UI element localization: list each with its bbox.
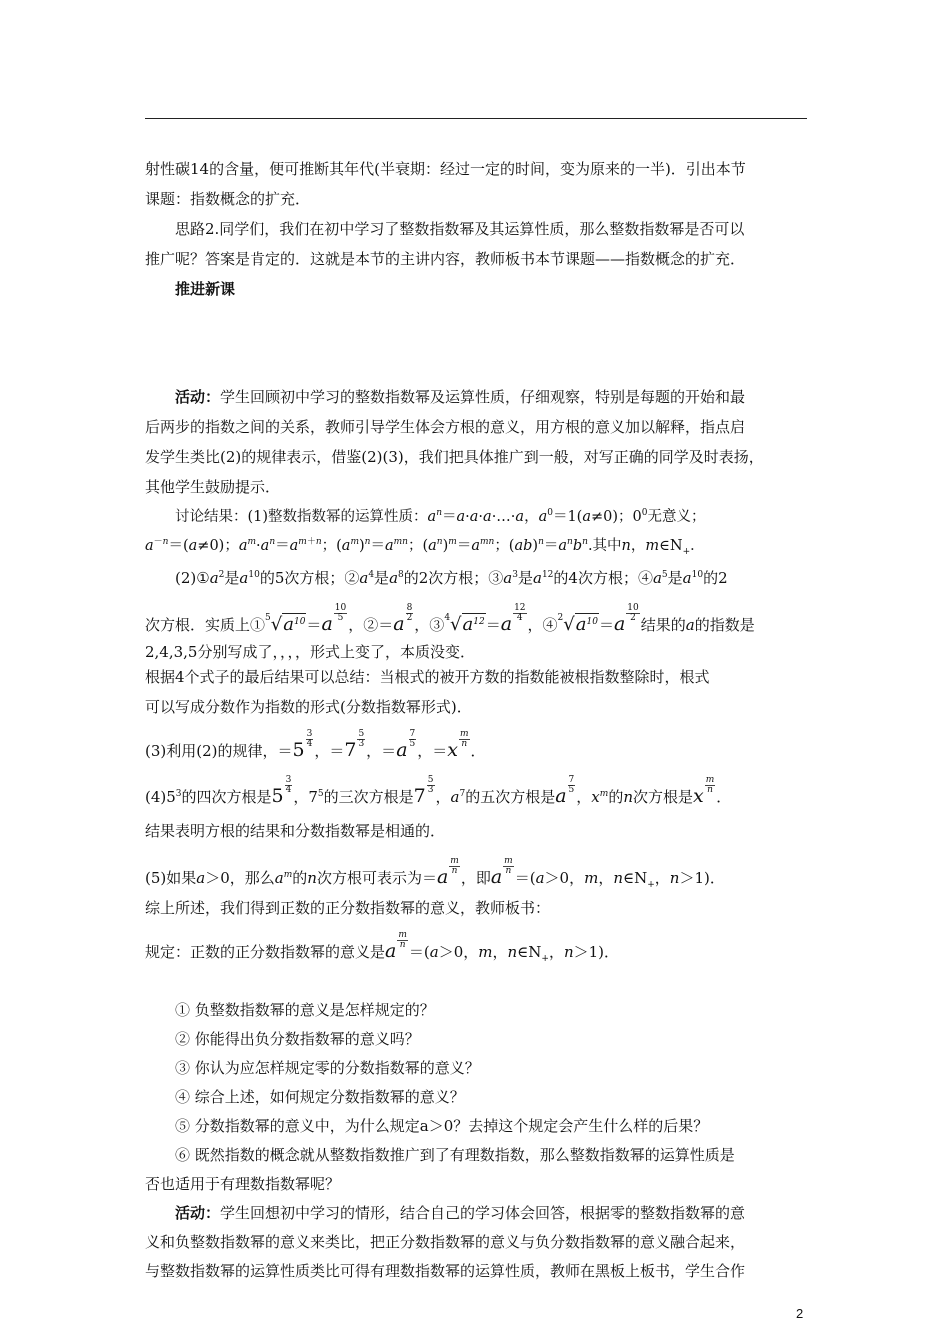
question-4: ④ 综合上述，如何规定分数指数幂的意义？: [175, 1088, 465, 1106]
question-5: ⑤ 分数指数幂的意义中，为什么规定a＞0？去掉这个规定会产生什么样的后果？: [175, 1117, 709, 1135]
section-heading: 推进新课: [175, 280, 236, 298]
item-3: (3)利用(2)的规律，＝5 $\frac{3}{4}$ ，＝7 $\frac{5}{3}$ ，＝a $\frac{7}{5}$ ，＝x $\frac{m}{n}$ ．: [145, 729, 486, 761]
para-line: 否也适用于有理数指数幂呢？: [145, 1175, 341, 1193]
page-number: 2: [796, 1306, 804, 1321]
question-3: ③ 你认为应怎样规定零的分数指数幂的意义？: [175, 1059, 480, 1077]
para-line: 发学生类比(2)的规律表示，借鉴(2)(3)，我们把具体推广到一般，对写正确的同学及时表扬，: [145, 448, 764, 466]
item-4: $(4)5^3$的四次方根是5 $\frac{3}{4}$ ，$7^5$的三次方根是7 $\frac{5}{3}$ ，$a^7$的五次方根是a $\frac{7}{5}$ ，$x^m$的n次方根是x $\frac{m}{n}$ ．: [145, 775, 732, 807]
question-6: ⑥ 既然指数的概念就从整数指数推广到了有理数指数，那么整数指数幂的运算性质是: [175, 1146, 735, 1164]
exponent-rules: $a^{-n}=(a\ne 0)$；$a^m\cdot a^n=a^{m+n}$；$(a^m)^n=a^{mn}$；$(a^n)^m=a^{mn}$；$(ab)^n=a^nb^n$.其中n，$m\in N_+$．: [145, 537, 705, 557]
para-line: 结果表明方根的结果和分数指数幂是相通的．: [145, 822, 446, 840]
activity-1: 活动：学生回顾初中学习的整数指数幂及运算性质，仔细观察，特别是每题的开始和最: [175, 388, 746, 406]
radical-line: 次方根．实质上$①^5√a^{10}=a$ $\frac{10}{5}$ ，②＝a $\frac{8}{2}$ ，$③^4√a^{12}=a$ $\frac{12}{4}$ ，$④^2√a^{10}=a$ $\frac{10}{2}$ 结果的a的指数是: [145, 603, 755, 635]
item-5: (5)如果a＞0，那么$a^m$的n次方根可表示为＝a $\frac{m}{n}$ ，即a $\frac{m}{n}$ ＝(a＞0，m，$n\in N_+$，n＞1)．: [145, 856, 725, 890]
para-line: 与整数指数幂的运算性质类比可得有理数指数幂的运算性质，教师在黑板上板书，学生合作: [145, 1262, 746, 1280]
para-line: 其他学生鼓励提示．: [145, 478, 281, 496]
para-line: 可以写成分数作为指数的形式(分数指数幂形式)．: [145, 698, 472, 716]
para-line: 课题：指数概念的扩充．: [145, 190, 311, 208]
header-rule: [145, 118, 807, 119]
para-line: 2,4,3,5分别写成了，，，，形式上变了，本质没变．: [145, 643, 475, 661]
discussion-result: 讨论结果：(1)整数指数幂的运算性质：$a^n=a\cdot a\cdot a\cdot\dots\cdot a$，$a^0=1(a\ne 0)$；$0^0$无意义；: [175, 508, 706, 525]
para-line: 后两步的指数之间的关系，教师引导学生体会方根的意义，用方根的意义加以解释，指点启: [145, 418, 746, 436]
para-line: 思路2.同学们，我们在初中学习了整数指数幂及其运算性质，那么整数指数幂是否可以: [175, 220, 745, 238]
item-2: $(2)①a^2$是$a^{10}$的5次方根；$②a^4$是$a^8$的2次方根；$③a^3$是$a^{12}$的4次方根；$④a^5$是$a^{10}$的2: [175, 569, 728, 587]
definition: 规定：正数的正分数指数幂的意义是a $\frac{m}{n}$ ＝(a＞0，m，$n\in N_+$，n＞1)．: [145, 930, 620, 964]
para-line: 义和负整数指数幂的意义来类比，把正分数指数幂的意义与负分数指数幂的意义融合起来，: [145, 1233, 746, 1251]
activity-2: 活动：学生回想初中学习的情形，结合自己的学习体会回答，根据零的整数指数幂的意: [175, 1204, 746, 1222]
para-line: 根据4个式子的最后结果可以总结：当根式的被开方数的指数能被根指数整除时，根式: [145, 668, 710, 686]
question-2: ② 你能得出负分数指数幂的意义吗？: [175, 1030, 420, 1048]
para-line: 射性碳14的含量，便可推断其年代(半衰期：经过一定的时间，变为原来的一半)．引出本节: [145, 160, 746, 178]
para-line: 推广呢？答案是肯定的．这就是本节的主讲内容，教师板书本节课题——指数概念的扩充．: [145, 250, 746, 268]
para-line: 综上所述，我们得到正数的正分数指数幂的意义，教师板书：: [145, 899, 551, 917]
question-1: ① 负整数指数幂的意义是怎样规定的？: [175, 1001, 435, 1019]
